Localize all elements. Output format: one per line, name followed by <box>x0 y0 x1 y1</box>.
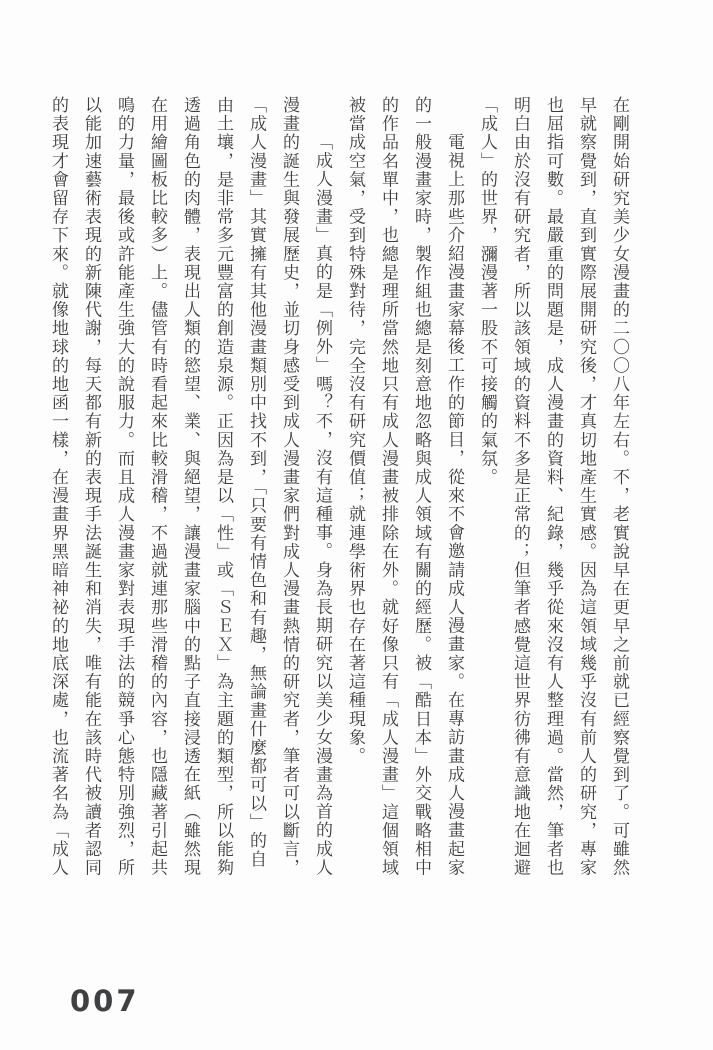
vertical-text-block <box>40 96 636 878</box>
paragraph-1: 在剛開始研究美少女漫畫的二〇〇八年左右。不，老實說早在更早之前就已經察覺到了。可雖然早就察覺到，直到實際展開研究後，才真切地產生實感。因為這領域幾乎沒有前人的研究，專家也屈指可數。最嚴重的問題是，成人漫畫的資料、紀錄，幾乎從來沒有人整理過。當然，筆者也明白由於沒有研究者，所以該領域的資料不多是正常的；但筆者感覺這世界彷彿有意識地在迴避「成人」的世界，瀰漫著一股不可接觸的氣氛。 <box>478 96 629 878</box>
paragraph-2: 電視上那些介紹漫畫家幕後工作的節目，從來不會邀請成人漫畫家。在專訪畫成人漫畫起家的一般漫畫家時，製作組也總是刻意地忽略與成人領域有關的經歷。被「酷日本」外交戰略相中的作品名單中，也總是理所當然地只有成人漫畫被排除在外。就好像只有「成人漫畫」這個領域被當成空氣，受到特殊對待，完全沒有研究價值；就連學術界也存在著這種現象。 <box>346 96 464 878</box>
paragraph-3: 「成人漫畫」真的是「例外」嗎？不，沒有這種事。身為長期研究以美少女漫畫為首的成人漫畫的誕生與發展歷史，並切身感受到成人漫畫家們對成人漫畫熱情的研究者，筆者可以斷言，「成人漫畫」其實擁有其他漫畫類別中找不到，「只要有情色和有趣，無論畫什麼都可以」的自由土壤，是非常多元豐富的創造泉源。正因為是以「性」或「ＳＥＸ」為主題的類型，所以能夠透過角色的肉體，表現出人類的慾望、業、與絕望，讓漫畫家腦中的點子直接浸透在紙（雖然現在用繪圖板比較多）上。儘管有時看起來比較滑稽，不過就連那些滑稽的內容，也隱藏著引起共鳴的力量，最後或許能產生強大的說服力。而且成人漫畫家對表現手法的競爭心態特別強烈，所以能加速藝術表現的新陳代謝，每天都有新的表現手法誕生和消失，唯有能在該時代被讀者認同的表現才會留存下來。就像地球的地函一樣，在漫畫界黑暗神祕的地底深處，也流著名為「成人 <box>49 96 332 878</box>
page-number: 007 <box>70 984 140 1018</box>
